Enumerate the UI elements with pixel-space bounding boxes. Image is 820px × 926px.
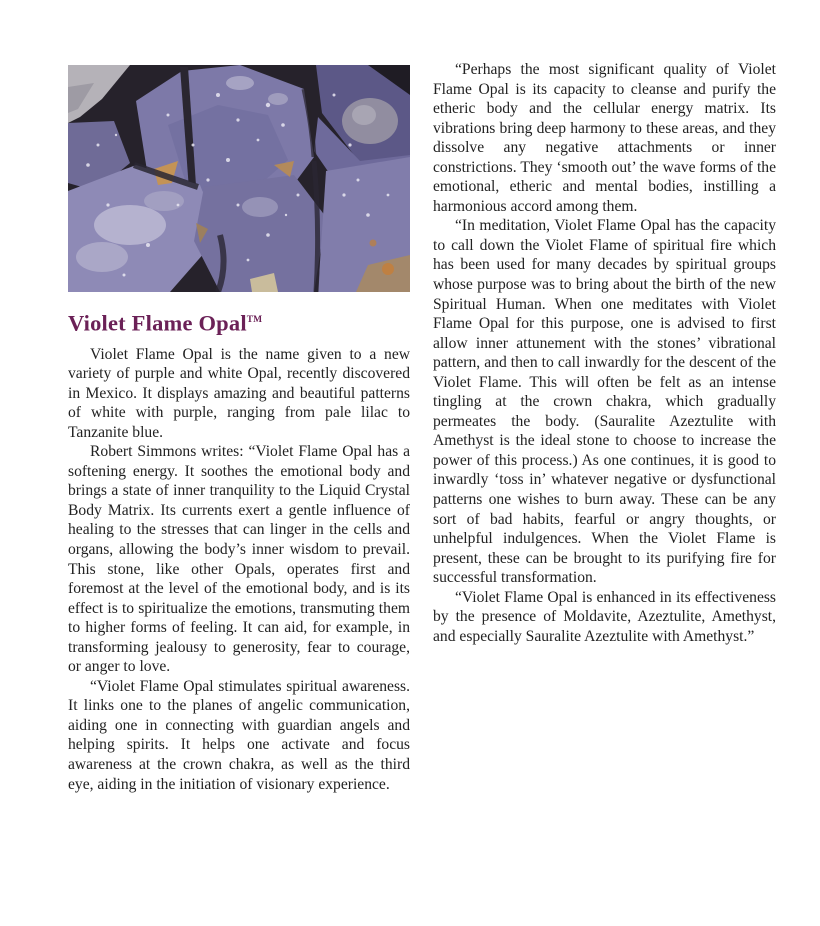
- right-column: [433, 60, 776, 794]
- paragraph-left-1: Violet Flame Opal is the name given to a new variety of purple and white Opal, recently discovered in Mexico. It displays amazing and beautiful patterns of white with purple, ranging from pale lilac to Tanzanite blue.: [68, 345, 410, 441]
- opal-photo: [68, 65, 410, 292]
- page-title: [68, 308, 410, 336]
- two-column-layout: [68, 60, 776, 794]
- trademark-symbol: TM: [246, 315, 263, 325]
- left-column: [68, 60, 410, 794]
- paragraph-right-2: “In meditation, Violet Flame Opal has the capacity to call down the Violet Flame of spiritual fire which has been used for many decades by spiritual groups whose purpose was to bring about the birth of the new Spiritual Human. When one meditates with Violet Flame Opal for this purpose, one is advised to first allow inner attunement with the stones’ vibrational pattern, and then to call inwardly for the descent of the Violet Flame. This will often be felt as an intense tingling at the crown chakra, which gradually permeates the body. (Sauralite Azeztulite with Amethyst is the ideal stone to choose to increase the power of this process.) As one continues, it is good to inwardly ‘toss in’ whatever negative or dysfunctional patterns one wishes to burn away. These can be any sort of bad habits, fearful or angry thoughts, or unhelpful indulgences. When the Violet Flame is present, these can be brought to its purifying fire for successful transformation.: [433, 217, 776, 587]
- opal-stones-image: [68, 65, 410, 292]
- title-text: Violet Flame Opal: [68, 310, 247, 336]
- paragraph-left-2: Robert Simmons writes: “Violet Flame Opal has a softening energy. It soothes the emotional body and brings a state of inner tranquility to the Liquid Crystal Body Matrix. Its currents exert a gentle influence of healing to the stresses that can linger in the cells and organs, allowing the body’s inner wisdom to prevail. This stone, like other Opals, operates first and foremost at the level of the emotional body, and is its effect is to spiritualize the emotions, transmuting them to higher forms of feeling. It can aid, for example, in transforming jealousy to generosity, fear to courage, or anger to love.: [68, 443, 410, 676]
- paragraph-right-1: “Perhaps the most significant quality of Violet Flame Opal is its capacity to cleanse and purify the etheric body and the cellular energy matrix. Its vibrations bring deep harmony to these areas, and they dissolve any negative attachments or inner constrictions. They ‘smooth out’ the wave forms of the emotional, etheric and mental bodies, instilling a harmonious accord among them.: [433, 61, 776, 215]
- paragraph-left-3: “Violet Flame Opal stimulates spiritual awareness. It links one to the planes of angelic communication, aiding one in connecting with guardian angels and helping spirits. It helps one activate and focus awareness at the crown chakra, as well as the third eye, aiding in the initiation of visionary experience.: [68, 677, 410, 793]
- paragraph-right-3: “Violet Flame Opal is enhanced in its effectiveness by the presence of Moldavite, Azeztulite, Amethyst, and especially Sauralite Azeztulite with Amethyst.”: [433, 588, 776, 645]
